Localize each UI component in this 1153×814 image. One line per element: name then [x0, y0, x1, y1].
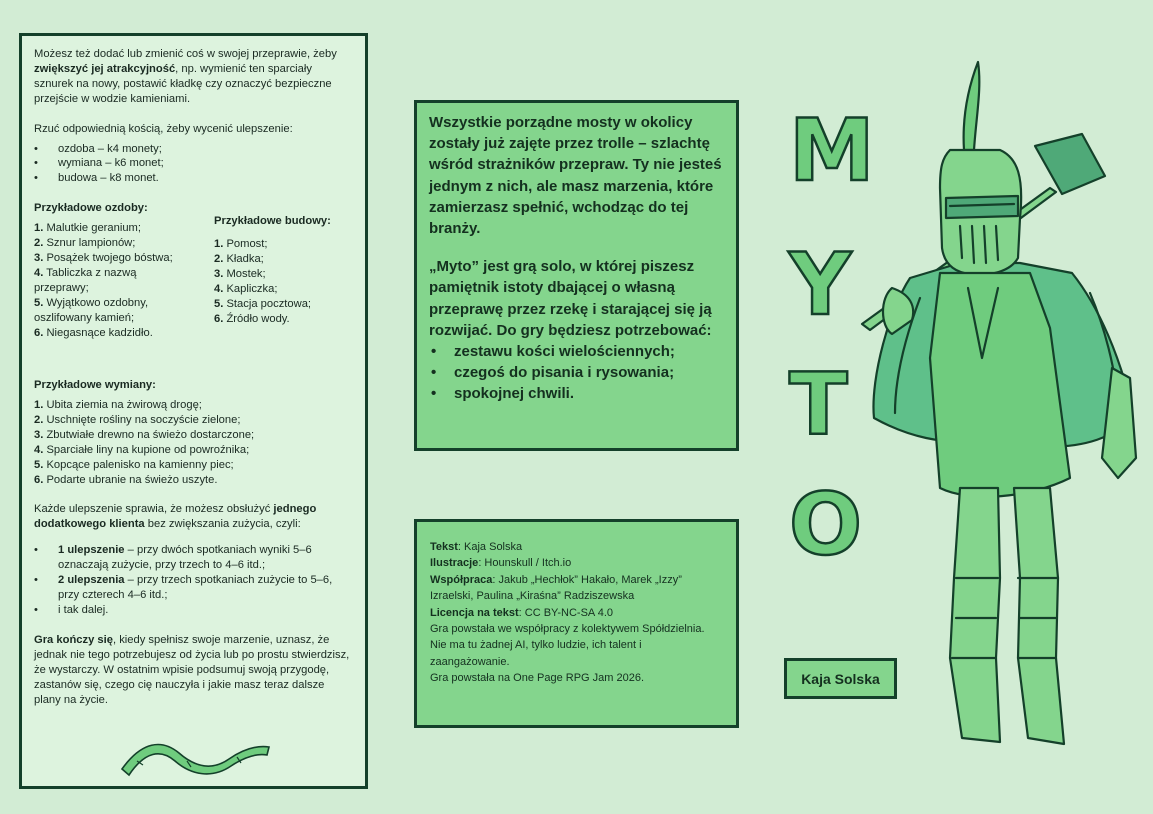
list-item: 4. Sparciałe liny na kupione od powroźnika;	[34, 443, 250, 456]
ozdoby-heading: Przykładowe ozdoby:	[34, 202, 148, 215]
title-letter: M	[789, 101, 875, 201]
needs-item: • spokojnej chwili.	[429, 383, 724, 404]
upgrade-item: • 1 ulepszenie – przy dwóch spotkaniach wyniki 5–6 oznaczają zużycie, przy trzech to 4–6 itd.;	[34, 543, 353, 573]
list-item: 2. Sznur lampionów;	[34, 237, 136, 250]
list-item: 5. Kopcące palenisko na kamienny piec;	[34, 458, 234, 471]
upgrade-list	[34, 543, 353, 618]
needs-item: • czegoś do pisania i rysowania;	[429, 362, 724, 383]
ribbon-ornament	[117, 731, 277, 781]
needs-list	[429, 341, 724, 405]
list-item: 6. Źródło wody.	[214, 312, 290, 325]
rules-panel	[19, 33, 368, 789]
upgrade-item: • i tak dalej.	[34, 603, 353, 618]
list-item: 6. Podarte ubranie na świeżo uszyte.	[34, 473, 218, 486]
list-item: 4. Tabliczka z nazwą przeprawy;	[34, 266, 137, 294]
ozdoby-section	[34, 201, 184, 340]
list-item: 2. Uschnięte rośliny na soczyście zielone;	[34, 414, 241, 427]
credit-text: Tekst: Kaja Solska	[430, 541, 523, 553]
credit-line: Nie ma tu żadnej AI, tylko ludzie, ich talent i zaangażowanie.	[430, 639, 642, 668]
ozdoby-list	[34, 221, 184, 340]
list-item: 4. Kapliczka;	[214, 282, 278, 295]
cost-list	[34, 142, 353, 187]
dice-intro: Rzuć odpowiednią kością, żeby wycenić ulepszenie:	[34, 122, 293, 135]
title-letter: Y	[789, 235, 852, 335]
list-item: 3. Posążek twojego bóstwa;	[34, 251, 173, 264]
cost-item: • wymiana – k6 monet;	[34, 156, 353, 171]
list-item: 6. Niegasnące kadzidło.	[34, 326, 153, 339]
title-letter: T	[789, 355, 848, 455]
cost-item: • budowa – k8 monet.	[34, 171, 353, 186]
budowy-list	[214, 237, 354, 326]
upgrade-intro: Możesz też dodać lub zmienić coś w swojej przeprawie, żeby zwiększyć jej atrakcyjność, np. wymienić ten sparciały sznurek na nowy, postawić kładkę czy oznaczyć bezpieczne przejście w wodzie kamieniami.	[34, 48, 337, 105]
budowy-section	[214, 214, 354, 326]
credit-license: Licencja na tekst: CC BY-NC-SA 4.0	[430, 606, 614, 619]
budowy-heading: Przykładowe budowy:	[214, 215, 331, 228]
list-item: 3. Mostek;	[214, 267, 266, 280]
list-item: 1. Malutkie geranium;	[34, 222, 141, 235]
author-badge: Kaja Solska	[784, 658, 897, 699]
knight-illustration	[850, 58, 1150, 758]
credit-line: Gra powstała na One Page RPG Jam 2026.	[430, 672, 645, 685]
wymiany-heading: Przykładowe wymiany:	[34, 379, 156, 392]
credits-panel	[414, 519, 739, 728]
list-item: 5. Stacja pocztowa;	[214, 297, 312, 310]
wymiany-section	[34, 378, 353, 487]
title-letter: O	[789, 475, 863, 575]
cost-item: • ozdoba – k4 monety;	[34, 142, 353, 157]
credit-illustrations: Ilustracje: Hounskull / Itch.io	[430, 557, 572, 570]
intro-panel	[414, 100, 739, 451]
list-item: 5. Wyjątkowo ozdobny, oszlifowany kamień;	[34, 296, 149, 324]
list-item: 1. Pomost;	[214, 238, 268, 251]
credit-cooperation: Współpraca: Jakub „Hechłok” Hakało, Marek „Izzy” Izraelski, Paulina „Kiraśna” Radziszewska	[430, 573, 682, 603]
list-item: 3. Zbutwiałe drewno na świeżo dostarczone;	[34, 428, 255, 441]
intro-paragraph: Wszystkie porządne mosty w okolicy zostały już zajęte przez trolle – szlachtę wśród strażników przepraw. Ty nie jesteś jednym z nich, ale masz marzenia, które zamierzasz spełnić, wchodząc do tej branży.	[429, 114, 722, 238]
list-item: 1. Ubita ziemia na żwirową drogę;	[34, 399, 202, 412]
intro-paragraph: „Myto” jest grą solo, w której piszesz pamiętnik istoty dbającej o własną przeprawę przez rzekę i starającej się ją rozwijać. Do gry będziesz potrzebować:	[429, 258, 712, 339]
wymiany-list	[34, 398, 353, 487]
upgrade-item: • 2 ulepszenia – przy trzech spotkaniach zużycie to 5–6, przy czterech 4–6 itd.;	[34, 573, 353, 603]
credit-line: Gra powstała we współpracy z kolektywem Spółdzielnia.	[430, 623, 705, 636]
each-upgrade-text: Każde ulepszenie sprawia, że możesz obsłużyć jednego dodatkowego klienta bez zwiększania zużycia, czyli:	[34, 502, 317, 530]
game-end-text: Gra kończy się, kiedy spełnisz swoje marzenie, uznasz, że jednak nie tego potrzebujesz od życia lub po prostu stwierdzisz, że wystarczy. W ostatnim wpisie podsumuj swoją przygodę, zastanów się, czego cię nauczyła i jakie masz teraz dalsze plany na życie.	[34, 633, 350, 706]
examples	[34, 201, 353, 364]
list-item: 2. Kładka;	[214, 253, 264, 266]
needs-item: • zestawu kości wielościennych;	[429, 341, 724, 362]
